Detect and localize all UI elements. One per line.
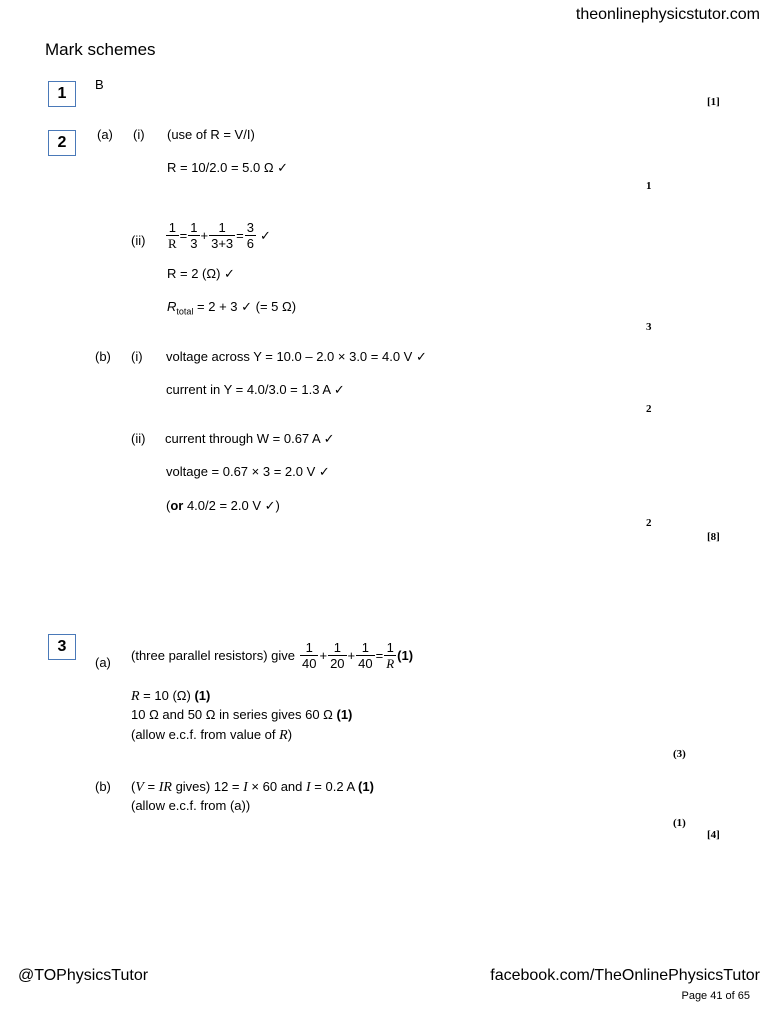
q2-a-i-label: (i) [133,127,145,142]
q2-b-ii-line3: (or 4.0/2 = 2.0 V ✓) [166,498,280,513]
footer-facebook-link[interactable]: facebook.com/TheOnlinePhysicsTutor [490,967,760,984]
q3-total-mark: [4] [707,829,720,841]
q2-b-ii-mark: 2 [646,517,652,529]
frac-1-over-40-second: $\frac{1}{40}$ [358,640,373,671]
q3-a-eq-mark: (1) [397,648,414,663]
page-number: Page 41 of 65 [681,990,750,1002]
q3-b-line2: (allow e.c.f. from (a)) [131,798,251,813]
q1-answer: B [95,77,104,92]
q2-a-ii-rtotal: $R_{total} = 2 + 3$ ✓ (= 5 Ω) [167,299,297,317]
footer-twitter-handle[interactable]: @TOPhysicsTutor [18,967,149,984]
frac-1-over-r: $\frac{1}{R}$ [168,220,177,251]
q2-b-i-mark: 2 [646,403,652,415]
q2-a-ii-mark: 3 [646,321,652,333]
page-title: Mark schemes [45,40,156,59]
q3-a-line1: (three parallel resistors) give $\frac{1}{40}$ + $\frac{1}{20}$ + $\frac{1}{40}$ = $\frac{1}{R}$ (1) [131,640,414,671]
q2-part-b-label: (b) [95,349,111,364]
question-1-number-box: 1 [48,81,76,107]
frac-1-over-3-plus-3: $\frac{1}{3+3}$ [211,220,234,251]
q2-b-ii-line1: current through W = 0.67 A ✓ [165,431,335,446]
q2-b-i-line1: voltage across Y = 10.0 – 2.0 × 3.0 = 4.0 V ✓ [166,349,427,364]
q2-a-i-mark: 1 [646,180,652,192]
q2-part-a-label: (a) [97,127,113,142]
q3-a-line4: (allow e.c.f. from value of R) [131,727,293,743]
frac-1-over-40: $\frac{1}{40}$ [302,640,317,671]
q2-a-i-line1: (use of R = V/I) [167,127,255,142]
q2-b-ii-label: (ii) [131,431,146,446]
tick-icon: ✓ [259,227,271,243]
q2-a-ii-line2: R = 2 (Ω) ✓ [167,266,235,281]
question-3-number-box: 3 [48,634,76,660]
q3-a-line2: R = 10 (Ω) (1) [131,688,211,704]
q2-b-i-line2: current in Y = 4.0/3.0 = 1.3 A ✓ [166,382,345,397]
q3-part-a-label: (a) [95,655,111,670]
q3-part-b-label: (b) [95,779,111,794]
q2-a-ii-equation: $\frac{1}{R}$ = $\frac{1}{3}$ + $\frac{1}{3+3}$ = $\frac{3}{6}$ ✓ [168,220,271,251]
q2-total-mark: [8] [707,531,720,543]
q3-b-line1: (V = IR gives) 12 = I × 60 and I = 0.2 A (1) [131,779,374,795]
frac-1-over-20: $\frac{1}{20}$ [330,640,345,671]
q2-b-ii-line2: voltage = 0.67 × 3 = 2.0 V ✓ [166,464,330,479]
frac-1-over-3: $\frac{1}{3}$ [190,220,198,251]
q2-b-i-label: (i) [131,349,143,364]
q3-a-mark: (3) [673,748,686,760]
question-2-number-box: 2 [48,130,76,156]
q3-a-line3: 10 Ω and 50 Ω in series gives 60 Ω (1) [131,707,353,722]
q3-b-mark: (1) [673,817,686,829]
frac-3-over-6: $\frac{3}{6}$ [246,220,254,251]
q1-total-mark: [1] [707,96,720,108]
frac-1-over-r-q3: $\frac{1}{R}$ [386,640,395,671]
q2-a-ii-label: (ii) [131,233,146,248]
header-site-url: theonlinephysicstutor.com [575,6,760,23]
q2-a-i-line2: R = 10/2.0 = 5.0 Ω ✓ [167,160,289,175]
